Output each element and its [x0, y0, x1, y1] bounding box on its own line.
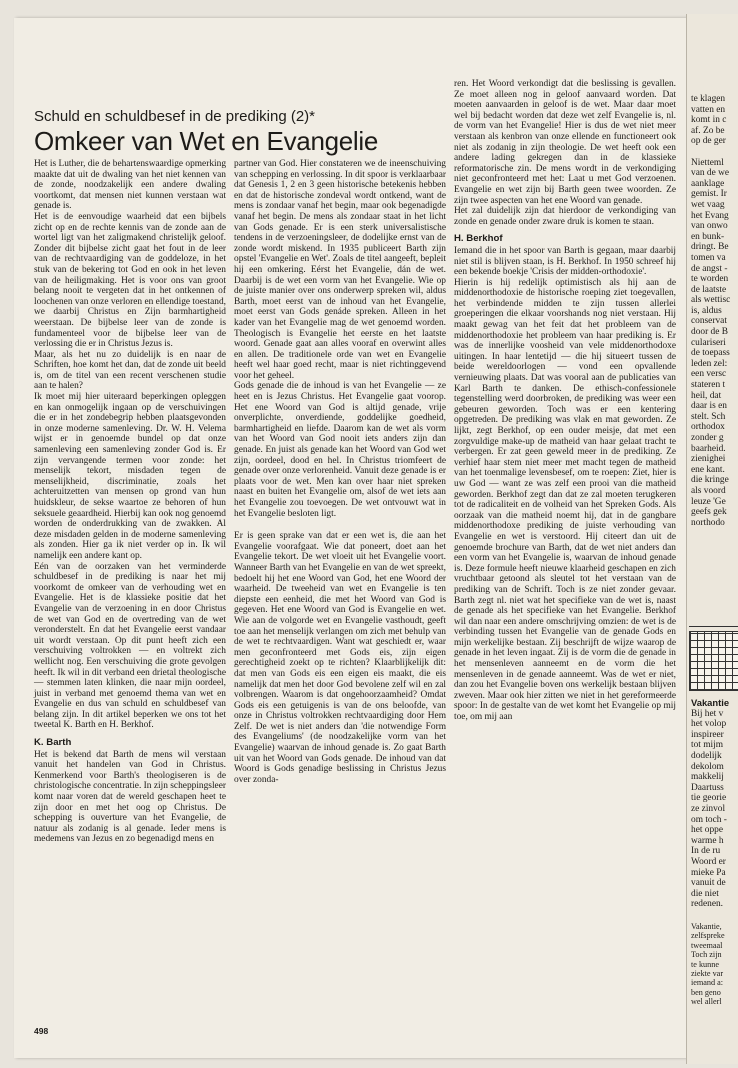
text-line: ziekte var [691, 968, 724, 978]
text-line: vanuit de [691, 878, 726, 889]
text-line: redenen. [691, 899, 724, 910]
text-line: tomen va [691, 252, 726, 263]
text-line: Bij het v [691, 708, 724, 719]
section-heading-barth: K. Barth [34, 737, 72, 749]
grid-ornament [689, 631, 738, 691]
text-line: en bunk- [691, 231, 725, 242]
section-heading-berkhof: H. Berkhof [454, 233, 503, 245]
article-column-1 [34, 159, 226, 845]
paragraph: Het is de eenvoudige waarheid dat een bijbels zicht op en de rechte kennis van de zonde aan de wortel ligt van het zaligmakend christelijk geloof. Zonder dit bijbelse zicht gaat het fout in de leer van de rechtvaardiging van de goddeloze, in het stuk van de bekering tot God en ook in het leven van de heiligmaking. Het is voor ons van groot belang nooit te vergeten dat in het ontkennen of loochenen van onze verloren en ellendige toestand, we daarbij Christus en Zijn barmhartigheid weerstaan. De bijbelse leer van de zonde is fundamenteel voor de bijbelse leer van de verlossing die er in Christus Jezus is. [34, 211, 226, 350]
adjacent-page-text-top [691, 94, 738, 528]
text-line: zienighei [691, 454, 726, 465]
text-line: zelfspreke [691, 931, 725, 941]
text-line: conservat [691, 316, 727, 327]
paragraph: Er is geen sprake van dat er een wet is, die aan het Evangelie voorafgaat. Wie dat poneert, doet aan het Evangelie tekort. De wet vloeit uit het Evangelie voort. Wanneer Barth van het Evangelie en van de wet spreekt, bedoelt hij het ene Woord van God, het ene Woord der waarheid. De tweeheid van wet en Evangelie is ten diepste een eenheid, die met het Woord van God is gegeven. Het ene Woord van God is Evangelie en wet. Wie aan de volgorde wet en Evangelie vasthoudt, geeft toe aan het menselijk verlangen om zich met behulp van de wet te rechtvaardigen. Want wat geschiedt er, waar men geconfronteerd met Gods eis, zijn eigen gerechtigheid zoekt op te richten? Klaarblijkelijk dit: dat men van Gods eis een eigen eis maakt, die eis namelijk dat men het door God bevolene zelf wil en zal volbrengen. Waarom is dat ongehoorzaamheid? Omdat Gods eis een getuigenis is van de ons beloofde, van onze in Christus voltrokken rechtvaardiging door Hem Zelf. De wet is niet anders dan 'die notwendige Form des Evangeliums' (de noodzakelijke vorm van het Evangelie) waarvan de inhoud genade is. Zo gaat Barth uit van het Woord van Gods genade. De inhoud van dat Woord is Gods genadige beslissing in Christus Jezus over zonda- [234, 531, 446, 785]
text-line: aanklage [691, 178, 725, 189]
page-number: 498 [34, 1026, 49, 1036]
paragraph: Het is bekend dat Barth de mens wil verstaan vanuit het handelen van God in Christus. Kenmerkend voor Barth's theologiseren is de christologische concentratie. In zijn scheppingsleer komt naar voren dat de wereld geschapen heet te zijn door en met het oog op Christus. De schepping is ouverture van het Evangelie, de natuur als zodanig is al genade. Ieder mens is medemens van Jezus en zo begenadigd mens en [34, 749, 226, 845]
text-line: wel allerl [691, 997, 722, 1007]
text-line: de toepass [691, 348, 730, 359]
text-line: Daartuss [691, 782, 724, 793]
text-line: komt in c [691, 115, 727, 126]
text-line: Nietteml [691, 157, 724, 168]
text-line: culariseri [691, 337, 726, 348]
paragraph: Hierin is hij redelijk optimistisch als hij aan de middenorthodoxie de historische roeping ziet toegevallen, het verbindende midden te zijn tussen allerlei groeperingen die elkaar voorshands nog niet verstaan. Hij maakt gewag van het feit dat het probleem van de middenorthodoxie het probleem van haar prediking is. Er was de innerlijke voosheid van vele middenorthodoxe uitingen. In haar lentetijd — die hij situeert tussen de beide wereldoorlogen — vond een opvallende vernieuwing plaats. Dat was vooral aan de publicaties van Karl Barth te danken. De ethisch-confessionele tegenstelling werd doorbroken, de prediking was weer een gebeuren geworden. Toch was er een kentering opgetreden. De prediking was vlak en mat geworden. Ze lijkt, zegt Berkhof, op een ouder meisje, dat met een zorgvuldige make-up de matheid van haar gelaat tracht te verbergen. Er zat geen geweld meer in de prediking. Ze verhief haar stem niet meer met macht tegen de matheid van het toenmalige levensbesef, om te roepen: Ziet, hier is uw God — want ze was zelf een prooi van die matheid geworden. Berkhof zegt dan dat ze zal moeten terugkeren tot de radicaliteit en de volheid van het Spreken Gods. Als oorzaak van die matheid noemt hij, dat in de gangbare middenorthodoxe prediking de juiste verhouding van Evangelie en wet is verstoord. Hij citeert dan uit de genoemde brochure van Barth, dat de wet niet anders dan een vorm van het Evangelie is, waarvan de inhoud genade is. Deze formule heeft nieuwe klaarheid geschapen en zich vruchtbaar getoond als sleutel tot het verstaan van de prediking van de Schrift. Toch is ze niet zonder gevaar. Barth zegt nl. niet wat het specifieke van de wet is, naast de genade als het specifieke van het Evangelie. Berkhof wil dan naar een andere omschrijving omzien: de wet is de verbinding tussen het Evangelie van de genade Gods en mijn werkelijke bestaan. Zij beschrijft de wijze waarop de genade in het leven ingaat. Zij is de vorm die de genade in het mensenleven aanneemt en de vorm die het mensenleven in de genade aanneemt. Was de wet er niet, dan zou het Evangelie boven ons werkelijk bestaan blijven zweven. Maar ook hier zitten we niet in het gereformeerde spoor: In de gestalte van de wet komt het Evangelie op mij toe, om mij aan [454, 277, 676, 723]
text-line: inspireer [691, 729, 724, 740]
text-line: te worden [691, 274, 729, 285]
text-line: een versc [691, 369, 727, 380]
text-line: af. Zo be [691, 125, 725, 136]
text-line: ene kant. [691, 464, 725, 475]
text-line: die kringe [691, 475, 729, 486]
paragraph: Eén van de oorzaken van het verminderde schuldbesef in de prediking is naar het mij voorkomt de omkeer van de verhouding wet en Evangelie. Het is de klassieke positie dat het Evangelie van de verzoening in en door Christus de wet van God en de overtreding van de wet veronderstelt. En dat het Evangelie eerst vandaar uit wordt verstaan. Op dit punt heeft zich een verschuiving voltrokken — en voltrekt zich wellicht nog. Een verschuiving die grote gevolgen heeft. Ik wil in dit verband een drietal theologische — stemmen laten klinken, die naar mijn oordeel, juist in verband met genoemd thema van wet en Evangelie en dus van schuld en schuldbesef van belang zijn. In dit artikel beperken we ons tot het tweetal K. Barth en H. Berkhof. [34, 561, 226, 731]
text-line: dekolom [691, 761, 724, 772]
article-kicker: Schuld en schuldbesef in de prediking (2)* [34, 108, 316, 125]
text-line: geefs gek [691, 507, 727, 518]
text-line: Woord er [691, 856, 726, 867]
magazine-page [14, 18, 686, 1058]
text-line: stateren t [691, 380, 726, 391]
text-line: mieke Pa [691, 867, 726, 878]
text-line: ben geno [691, 987, 721, 997]
adjacent-page-fragment [686, 14, 738, 1064]
text-line: van onwo [691, 221, 728, 232]
text-line: van de we [691, 168, 730, 179]
text-line: te klagen [691, 94, 726, 104]
paragraph: Het zal duidelijk zijn dat hierdoor de verkondiging van zonde en genade onder zware druk is komen te staan. [454, 206, 676, 227]
text-line: als voord [691, 485, 726, 496]
text-line: die niet [691, 888, 719, 899]
text-line: op de ger [691, 136, 726, 147]
text-line: door de B [691, 327, 728, 338]
text-line: Toch zijn [691, 950, 722, 960]
paragraph: partner van God. Hier constateren we de ineenschuiving van schepping en verlossing. In dit spoor is verklaarbaar dat Genesis 1, 2 en 3 geen historische betekenis hebben en dat de historische zondeval wordt ontkend, want de mens is zondaar vanaf het begin, maar ook begenadigde vanaf het begin. De mens als zondaar staat in het licht van Gods genade. Er is een sterk universalistische tendens in de verzoeningsleer, de dodelijke ernst van de zonde wordt miskend. In 1935 publiceert Barth zijn opstel 'Evangelie en Wet'. Zoals de titel aangeeft, bepleit hij een omkering. Eérst het Evangelie, dán de wet. Daarbij is de wet een vorm van het Evangelie. Wie op de juiste manier over ons onderwerp spreken wil, aldus Barth, moet eerst van de inhoud van het Evangelie, moet eerst van Gods genáde spreken. Alleen in het kader van het Evangelie mag de wet genoemd worden. Theologisch is Evangelie het eerste en het laatste woord. Genade gaat aan alles vooraf en overwint alles en allen. De traditionele orde van wet en Evangelie heeft wel haar goed recht, maar is niet richtinggevend voor het geheel. [234, 159, 446, 381]
text-line: dodelijk [691, 750, 722, 761]
article-title: Omkeer van Wet en Evangelie [34, 126, 379, 156]
text-line: als wettisc [691, 295, 731, 306]
paragraph: Het is Luther, die de behartenswaardige opmerking maakte dat uit de dwaling van het niet kennen van de zonde, noodzakelijk een andere dwaling voortkomt, dat mensen niet kunnen verstaan wat genade is. [34, 159, 227, 212]
text-line: warme h [691, 835, 724, 846]
box-divider [689, 626, 738, 627]
text-line: dringt. Be [691, 242, 729, 253]
text-line: is, aldus [691, 305, 722, 316]
text-line: ze zinvol [691, 803, 726, 814]
paragraph: ren. Het Woord verkondigt dat die beslissing is gevallen. Ze moet alleen nog in geloof aanvaard worden. Dat moeten aanvaarden in geloof is de wet. Maar daar moet wel bij bedacht worden dat deze wet zelf Evangelie is, nl. de vorm van het Evangelie! Hier is dus de wet niet meer verstaan als kenbron van onze ellende en functioneert ook niet als zodanig in zijn theologie. De wet heeft ook een andere lading gekregen dan in de klassieke reformatorische zin. De mens wordt in de verkondiging niet geconfronteerd met het: Laat u met God verzoenen. Evangelie en wet zijn bij Barth geen twee woorden. Ze zijn twee aspecten van het ene Woord van genade. [454, 79, 676, 206]
paragraph: Iemand die in het spoor van Barth is gegaan, maar daarbij niet stil is blijven staan, is H. Berkhof. In 1950 schreef hij een bekende boekje 'Crisis der midden-orthodoxie'. [454, 245, 676, 278]
text-line: het volop [691, 719, 727, 730]
adjacent-box [691, 698, 738, 1007]
paragraph: Ik moet mij hier uiteraard beperkingen opleggen en kan onmogelijk ingaan op de verschuivingen die er in het zondebegrip hebben plaatsgevonden in onze moderne samenleving. Dr. W. H. Velema wijst er in genoemde bundel op dat onze samenleving een samenleving zonder God is. Er zijn vervangende termen voor zonde: het menselijk tekort, misdaden tegen de menselijkheid, discriminatie, zoals het achteruitzetten van mensen op grond van hun huidskleur, de sekse waartoe ze behoren of hun seksuele geaardheid. Hierbij kan ook nog genoemd worden de onderdrukking van de zwakken. Al deze misdaden gelden in de moderne samenleving als zonden. Hier ga ik niet verder op in. Ik wil namelijk een andere kant op. [34, 392, 226, 561]
text-line: het oppe [691, 825, 724, 836]
text-line: gemist. Ir [691, 189, 727, 200]
box-heading: Vakantie [691, 697, 730, 708]
text-line: om toch - [691, 814, 727, 825]
text-line: orthodox [691, 422, 725, 433]
text-line: iemand a: [691, 978, 724, 988]
text-line: makkelij [691, 772, 724, 783]
text-line: de laatste [691, 284, 727, 295]
text-line: northodo [691, 517, 725, 528]
article-column-3 [454, 79, 676, 723]
text-line: zonder g [691, 433, 724, 443]
text-line: te kunne [691, 959, 719, 969]
paragraph: Gods genade die de inhoud is van het Evangelie — ze heet en is Jezus Christus. Het Evangelie gaat voorop. Het ene Woord van God is altijd genade, vrije onverplichte, onverdiende, goddelijke goedheid, barmhartigheid en liefde. Daarom kan de wet als vorm van het Woord van God nooit iets anders zijn dan genade. En juist als genade kan het Woord van God wet zijn, oordeel, dood en hel. In Christus triomfeert de genade over onze verlorenheid. Vanuit deze genade is er plaats voor de wet. Men kan over haar niet spreken naast en buiten het Evangelie om, alsof de wet iets aan het Evangelie zou toevoegen. De wet ontvouwt wat in het Evangelie besloten ligt. [234, 381, 446, 519]
text-line: vatten en [691, 104, 726, 115]
text-line: tot mijm [691, 740, 724, 751]
text-line: daar is en [691, 401, 727, 412]
text-line: leden zel: [691, 358, 728, 369]
text-line: het Evang [691, 210, 729, 221]
box-small-text [691, 922, 738, 1007]
text-line: baarheid. [691, 443, 726, 454]
text-line: tie georie [691, 793, 727, 804]
text-line [691, 147, 738, 158]
text-line: stelt. Sch [691, 411, 726, 422]
text-line: de angst - [691, 263, 728, 274]
text-line: tweemaal [691, 940, 723, 950]
article-column-2 [234, 159, 446, 785]
text-line: Vakantie, [691, 921, 722, 931]
text-line: leuze 'Ge [691, 496, 726, 507]
text-line: In de ru [691, 846, 721, 857]
paragraph: Maar, als het nu zo duidelijk is en naar de Schriften, hoe komt het dan, dat de zonde uit beeld is, om de titel van een recent verschenen studie aan te halen? [34, 349, 226, 392]
text-line: heil, dat [691, 390, 722, 401]
text-line: wet vaag [691, 199, 725, 210]
